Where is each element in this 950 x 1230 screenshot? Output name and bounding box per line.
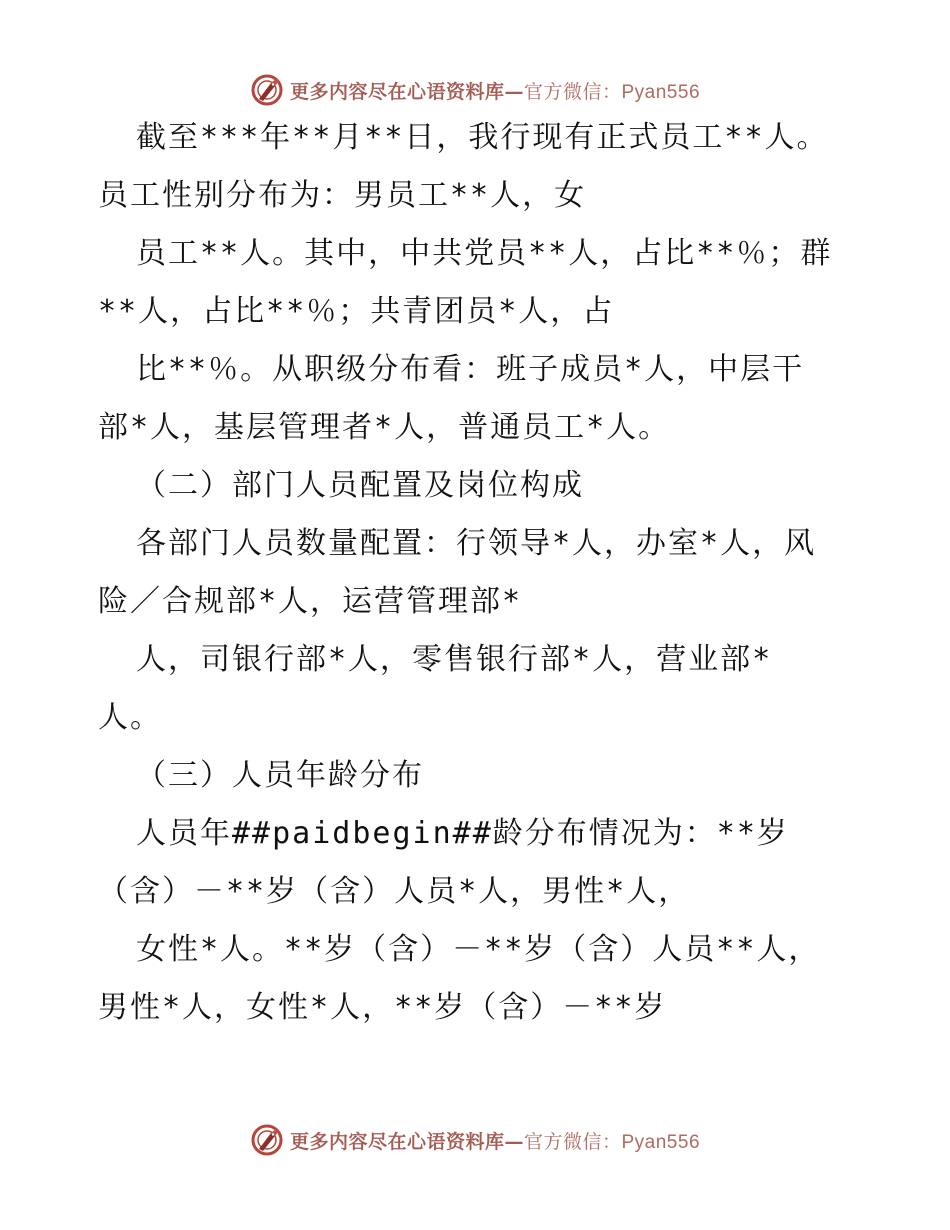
- section-heading: （二）部门人员配置及岗位构成: [136, 468, 584, 503]
- text-line: **人，占比**％；共青团员*人，占: [98, 294, 615, 329]
- text-line: 人。: [98, 700, 162, 735]
- pen-nib-logo-icon: [250, 73, 284, 107]
- footer-watermark-banner: [0, 1120, 950, 1160]
- banner-contact: 官方微信：Pyan556: [524, 1131, 701, 1153]
- text-line: 人，司银行部*人，零售银行部*人，营业部*: [136, 642, 773, 677]
- banner-contact: 官方微信：Pyan556: [524, 81, 701, 103]
- banner-text: [290, 77, 700, 104]
- pen-nib-logo-icon: [250, 1123, 284, 1157]
- text-line: （含）－**岁（含）人员*人，男性*人，: [98, 874, 691, 909]
- text-line: 各部门人员数量配置：行领导*人，办室*人，风: [136, 526, 817, 561]
- banner-site-name: 更多内容尽在心语资料库—: [289, 80, 524, 103]
- banner-site-name: 更多内容尽在心语资料库—: [289, 1130, 524, 1153]
- text-line: 人员年##paidbegin##龄分布情况为：**岁: [136, 816, 789, 851]
- banner-text: [290, 1127, 700, 1154]
- text-line: 部*人，基层管理者*人，普通员工*人。: [98, 410, 671, 445]
- header-watermark-banner: [0, 70, 950, 110]
- text-line: 员工**人。其中，中共党员**人，占比**％；群: [136, 236, 833, 271]
- text-line: 女性*人。**岁（含）－**岁（含）人员**人，: [136, 932, 821, 967]
- text-line: 比**％。从职级分布看：班子成员*人，中层干: [136, 352, 805, 387]
- text-line: 男性*人，女性*人，**岁（含）－**岁: [98, 990, 667, 1025]
- text-line: 截至***年**月**日，我行现有正式员工**人。: [136, 120, 829, 155]
- text-line: 员工性别分布为：男员工**人，女: [98, 178, 587, 213]
- text-line: 险／合规部*人，运营管理部*: [98, 584, 523, 619]
- section-heading: （三）人员年龄分布: [136, 758, 424, 793]
